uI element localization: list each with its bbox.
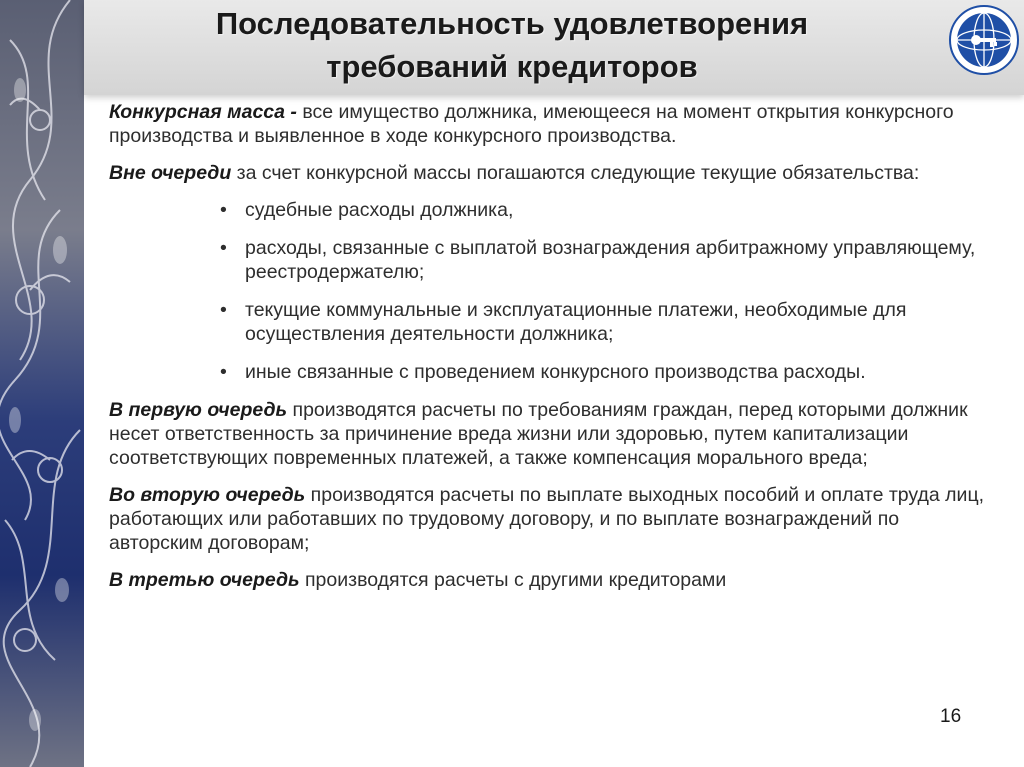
term-label: В третью очередь [109, 569, 300, 591]
bullet-list [109, 198, 989, 384]
term-label: Во вторую очередь [109, 484, 306, 506]
term-label: Конкурсная масса - [109, 101, 297, 123]
paragraph-text: производятся расчеты с другими кредиторами [299, 569, 727, 591]
slide-content [109, 100, 989, 605]
paragraph-bankruptcy-estate [109, 100, 989, 148]
paragraph-third-priority [109, 568, 989, 592]
term-label: В первую очередь [109, 399, 288, 421]
list-item: • текущие коммунальные и эксплуатационные платежи, необходимые для осуществления деятельности должника; [220, 298, 989, 346]
slide-title [84, 2, 940, 88]
paragraph-out-of-turn [109, 161, 989, 185]
list-item: • расходы, связанные с выплатой вознаграждения арбитражному управляющему, реестродержателю; [220, 236, 989, 284]
list-item: • судебные расходы должника, [220, 198, 989, 222]
paragraph-text: за счет конкурсной массы погашаются следующие текущие обязательства: [231, 162, 920, 184]
floral-ornament-strip [0, 0, 84, 767]
globe-emblem-icon [948, 4, 1020, 76]
slide-title-line1: Последовательность удовлетворения [215, 6, 809, 41]
paragraph-second-priority [109, 483, 989, 555]
slide-title-line2: требований кредиторов [326, 49, 698, 84]
floral-ornament-icon [0, 0, 84, 767]
paragraph-text: все имущество должника, имеющееся на момент открытия конкурсного производства и выявленное в ходе конкурсного производства. [109, 101, 954, 147]
paragraph-text: производятся расчеты по выплате выходных пособий и оплате труда лиц, работающих или работавших по трудовому договору, и по выплате вознаграждений по авторским договорам; [109, 484, 985, 554]
paragraph-first-priority [109, 398, 989, 470]
list-item: • иные связанные с проведением конкурсного производства расходы. [220, 360, 989, 384]
page-number: 16 [940, 706, 962, 727]
term-label: Вне очереди [109, 162, 232, 184]
paragraph-text: производятся расчеты по требованиям граждан, перед которыми должник несет ответственность за причинение вреда жизни или здоровью, путем капитализации соответствующих повременных платежей, а также компенсация морального вреда; [109, 399, 968, 469]
